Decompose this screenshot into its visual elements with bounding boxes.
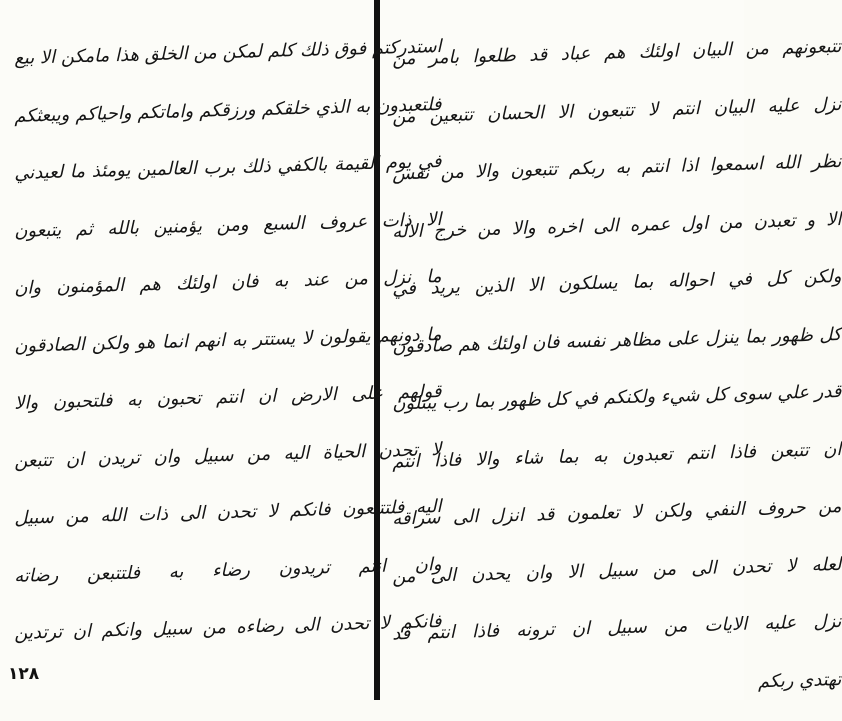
manuscript-line: اليه فلتتبعون فانكم لا تحدن الى ذات الله من سبيل [13, 496, 442, 529]
manuscript-line: لا تحدن الحياة اليه من سبيل وان تريدن ان تتبعن [13, 438, 442, 472]
manuscript-line: تتبعونهم من البيان اولئك هم عباد قد طلعوا بامر من [391, 36, 842, 70]
manuscript-line: وان انتم تريدون رضاء به فلتتبعن رضاته [13, 553, 442, 587]
manuscript-line: قولهم على الارض ان انتم تحبون به فلتحبون والا [13, 381, 442, 414]
manuscript-line: كل ظهور بما ينزل على مظاهر نفسه فان اولئك هم صادقون [391, 323, 842, 358]
manuscript-line: الا ذات عروف السبع ومن يؤمنين بالله ثم يتبعون [13, 208, 442, 242]
manuscript-line: نزل عليه الايات من سبيل ان ترونه فاذا انتم قد [391, 611, 842, 645]
manuscript-line: فانكم لا تحدن الى رضاءه من سبيل وانكم ان ترتدين [13, 611, 442, 644]
manuscript-line: ما دونهم يقولون لا يستتر به انهم انما هو ولكن الصادقون [13, 323, 442, 357]
page-number: ١٢٨ [8, 664, 40, 684]
manuscript-line: استدركتم فوق ذلك كلم لمكن من الخلق هذا مامكن الا بيع [13, 36, 442, 69]
manuscript-line: ما نزل من عند به فان اولئك هم المؤمنون وان [13, 266, 442, 299]
manuscript-line: نزل عليه البيان انتم لا تتبعون الا الحسان تتبعين من [391, 93, 842, 128]
manuscript-line: نظر الله اسمعوا اذا انتم به ربكم تتبعون والا من نفس [391, 151, 842, 185]
manuscript-line: في يوم القيمة بالكفي ذلك برب العالمين يومئذ ما لعيدني [13, 151, 442, 184]
manuscript-line: من حروف النفي ولكن لا تعلمون قد انزل الى سراقه [391, 496, 842, 530]
manuscript-line: ولكن كل في احواله بما يسلكون الا الذين يريد في [391, 266, 842, 300]
manuscript-line: قدر علي سوى كل شيء ولكنكم في كل ظهور بما رب يبتلون [391, 381, 842, 415]
manuscript-line: فلتعبدون به الذي خلقكم ورزقكم واماتكم واحياكم ويبعثكم [13, 93, 442, 127]
manuscript-line: تهتدي ربكم [757, 668, 842, 692]
manuscript-line: ان تتبعن فاذا انتم تعبدون به بما شاء والا فاذا انتم [391, 438, 842, 473]
right-page-text [392, 18, 841, 708]
manuscript-line: الا و تعبدن من اول عمره الى اخره والا من خرج الاله [391, 208, 842, 243]
left-page-text [14, 18, 442, 651]
manuscript-line: لعله لا تحدن الى من سبيل الا وان يحدن الى من [391, 553, 842, 588]
